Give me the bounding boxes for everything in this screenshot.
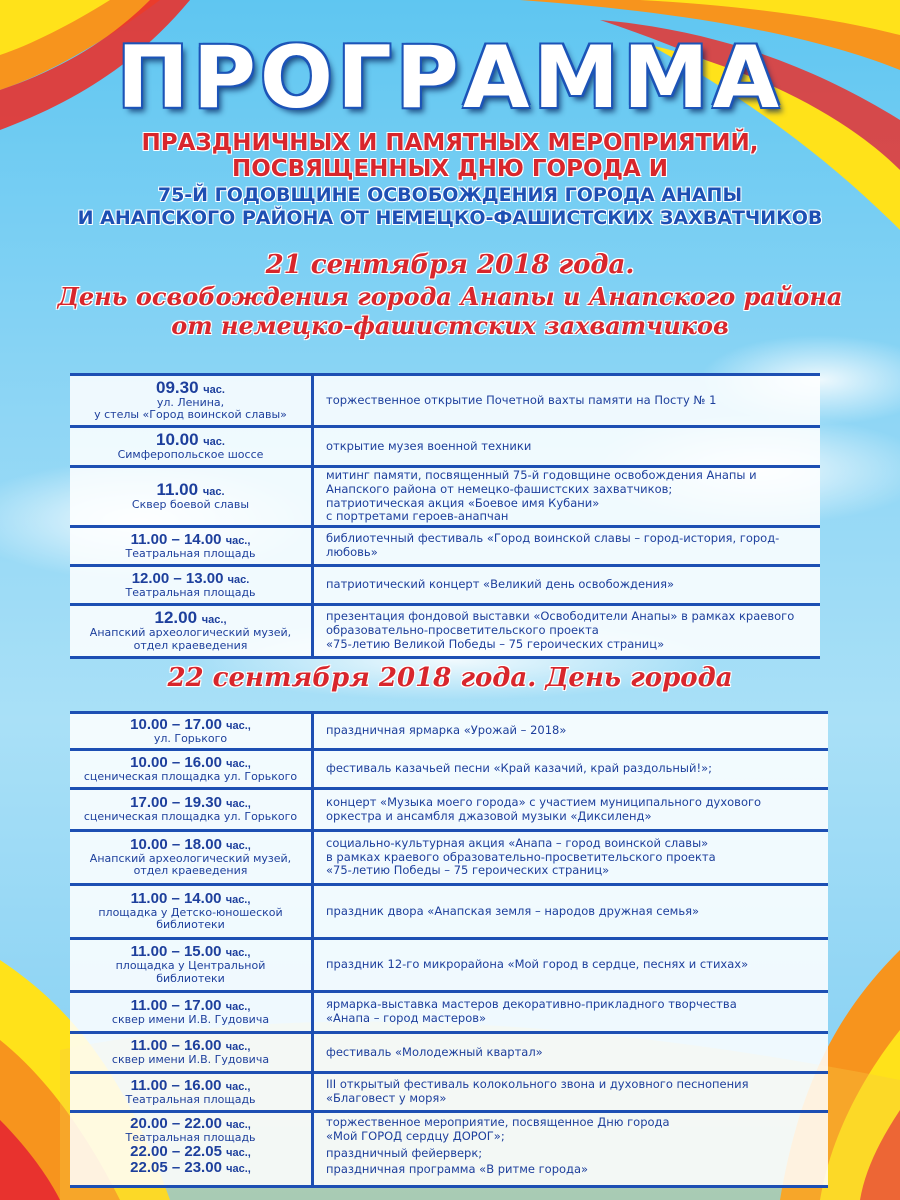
- event-time: 20.00 – 22.00: [130, 1115, 222, 1132]
- event-place: Анапский археологический музей, отдел краеведения: [89, 626, 292, 652]
- time-cell: [70, 832, 314, 883]
- event-time: 10.00 – 16.00: [130, 753, 222, 771]
- event-description: III открытый фестиваль колокольного звона и духовного песнопения «Благовест у моря»: [326, 1077, 749, 1105]
- event-description: митинг памяти, посвященный 75-й годовщине освобождения Анапы и Анапского района от немецко-фашистских захватчиков; патриотическая акция «Боевое имя Кубани» с портретами героев-анапчан: [326, 467, 757, 524]
- event-description-group: [314, 1113, 828, 1185]
- table-row-final: [70, 1113, 828, 1188]
- time-unit: час.,: [225, 1041, 251, 1054]
- event-description: презентация фондовой выставки «Освободители Анапы» в рамках краевого образовательно-просветительского проекта «75-летию Великой Победы – 75 героических страниц»: [326, 609, 795, 651]
- time-cell: [70, 567, 314, 603]
- table-row: [70, 1074, 828, 1113]
- event-place: Сквер боевой славы: [131, 498, 250, 512]
- time-unit: час.,: [226, 839, 251, 852]
- event-place: сквер имени И.В. Гудовича: [111, 1012, 270, 1026]
- day2-heading: 22 сентября 2018 года. День города: [167, 663, 733, 693]
- event-place: Театральная площадь: [125, 585, 256, 599]
- event-time: 22.00 – 22.05: [130, 1143, 222, 1161]
- time-cell: [70, 714, 314, 748]
- event-description: праздник двора «Анапская земля – народов дружная семья»: [326, 903, 700, 918]
- time-cell: [70, 1074, 314, 1110]
- event-place: Симферопольское шоссе: [117, 448, 264, 462]
- event-description: библиотечный фестиваль «Город воинской славы – город-история, город-любовь»: [326, 531, 780, 559]
- time-unit: час.,: [226, 798, 251, 811]
- time-unit: час.,: [225, 1080, 251, 1093]
- event-time: 11.00 – 16.00: [130, 1076, 222, 1094]
- subtitle-line-1: ПРАЗДНИЧНЫХ И ПАМЯТНЫХ МЕРОПРИЯТИЙ,: [141, 130, 759, 156]
- time-cell: [70, 376, 314, 425]
- time-unit: час.: [227, 573, 250, 586]
- event-place: сквер имени И.В. Гудовича: [111, 1053, 270, 1067]
- time-unit: час.,: [225, 1000, 251, 1013]
- event-description: торжественное открытие Почетной вахты памяти на Посту № 1: [326, 392, 717, 407]
- event-place: ул. Горького: [153, 731, 228, 745]
- event-description: праздник 12-го микрорайона «Мой город в сердце, песнях и стихах»: [326, 957, 749, 972]
- event-description: праздничная ярмарка «Урожай – 2018»: [326, 723, 567, 738]
- event-description: социально-культурная акция «Анапа – город воинской славы» в рамках краевого образовательно-просветительского проекта «75-летию Победы – 75 героических страниц»: [326, 835, 716, 878]
- table-row: [70, 940, 828, 993]
- time-cell: [70, 1113, 314, 1185]
- event-place: Театральная площадь: [125, 546, 256, 560]
- event-place: площадка у Центральной библиотеки: [115, 959, 266, 985]
- event-description: ярмарка-выставка мастеров декоративно-прикладного творчества «Анапа – город мастеров»: [326, 997, 737, 1025]
- day1-date: 21 сентября 2018 года.: [265, 250, 635, 280]
- table-row: [70, 993, 828, 1034]
- subtitle-line-2: ПОСВЯЩЕННЫХ ДНЮ ГОРОДА И: [231, 156, 669, 182]
- subtitle-line-3: 75-Й ГОДОВЩИНЕ ОСВОБОЖДЕНИЯ ГОРОДА АНАПЫ: [157, 184, 743, 206]
- event-place: площадка у Детско-юношеской библиотеки: [98, 905, 283, 932]
- event-time: 10.00 – 18.00: [130, 835, 222, 853]
- event-time: 12.00 – 13.00: [131, 569, 224, 587]
- time-unit: час.,: [226, 719, 251, 732]
- table-row: [70, 567, 820, 606]
- time-cell: [70, 528, 314, 564]
- table-row: [70, 751, 828, 790]
- event-description: праздничный фейерверк;: [326, 1145, 483, 1160]
- time-cell: [70, 428, 314, 465]
- time-unit: час.,: [225, 534, 251, 547]
- time-cell: [70, 1034, 314, 1071]
- time-unit: час.,: [201, 614, 227, 627]
- event-description: фестиваль казачьей песни «Край казачий, край раздольный!»;: [326, 761, 712, 776]
- event-time: 11.00 – 14.00: [130, 530, 222, 548]
- event-time: 17.00 – 19.30: [130, 794, 222, 812]
- event-time: 11.00 – 15.00: [130, 943, 222, 961]
- event-time: 11.00 – 17.00: [130, 996, 222, 1014]
- event-description: концерт «Музыка моего города» с участием муниципального духового оркестра и ансамбля джазовой музыки «Диксиленд»: [326, 794, 762, 823]
- time-unit: час.: [203, 436, 225, 449]
- time-cell: [70, 993, 314, 1031]
- table-row: [70, 886, 828, 940]
- event-time: 22.05 – 23.00: [130, 1159, 222, 1177]
- event-description: фестиваль «Молодежный квартал»: [326, 1044, 543, 1059]
- time-unit: час.,: [225, 947, 251, 960]
- event-place: Театральная площадь: [125, 1130, 256, 1144]
- event-time: 12.00: [154, 608, 198, 628]
- table-row: [70, 428, 820, 468]
- event-description: патриотический концерт «Великий день освобождения»: [326, 577, 675, 592]
- subtitle-line-4: И АНАПСКОГО РАЙОНА ОТ НЕМЕЦКО-ФАШИСТСКИХ ЗАХВАТЧИКОВ: [77, 207, 823, 229]
- time-cell: [70, 751, 314, 787]
- event-place: Театральная площадь: [125, 1092, 256, 1106]
- time-cell: [70, 940, 314, 990]
- day1-heading-2: от немецко-фашистских захватчиков: [171, 311, 729, 340]
- time-cell: [70, 468, 314, 525]
- table-row: [70, 468, 820, 528]
- event-description: торжественное мероприятие, посвященное Дню города «Мой ГОРОД сердцу ДОРОГ»;: [326, 1115, 670, 1143]
- day2-schedule-table: [70, 711, 828, 1188]
- time-unit: час.,: [226, 1119, 251, 1131]
- event-time: 10.00 – 17.00: [130, 715, 222, 733]
- table-row: [70, 528, 820, 567]
- event-time: 11.00 – 14.00: [130, 889, 222, 907]
- event-place: ул. Ленина, у стелы «Город воинской славы»: [94, 395, 287, 422]
- time-unit: час.,: [226, 757, 251, 770]
- table-row: [70, 832, 828, 886]
- event-time: 11.00 – 16.00: [130, 1037, 222, 1055]
- table-row: [70, 373, 820, 428]
- time-unit: час.: [203, 383, 225, 396]
- time-cell: [70, 606, 314, 656]
- event-place: сценическая площадка ул. Горького: [83, 769, 298, 783]
- time-cell: [70, 886, 314, 937]
- time-unit: час.,: [226, 1163, 251, 1176]
- table-row: [70, 711, 828, 751]
- event-time: 10.00: [156, 430, 199, 450]
- table-row: [70, 790, 828, 832]
- time-cell: [70, 790, 314, 829]
- time-unit: час.: [202, 486, 225, 499]
- day1-schedule-table: [70, 373, 820, 659]
- table-row: [70, 1034, 828, 1074]
- table-row: [70, 606, 820, 659]
- event-description: праздничная программа «В ритме города»: [326, 1162, 589, 1177]
- time-unit: час.,: [226, 1147, 251, 1160]
- event-place: сценическая площадка ул. Горького: [83, 810, 298, 824]
- event-description: открытие музея военной техники: [326, 438, 532, 453]
- page-title: ПРОГРАММА: [116, 28, 784, 128]
- time-unit: час.,: [225, 893, 251, 906]
- event-time: 11.00: [156, 480, 199, 500]
- day1-heading: День освобождения города Анапы и Анапского района: [57, 282, 843, 311]
- event-place: Анапский археологический музей, отдел краеведения: [89, 851, 292, 878]
- event-time: 09.30: [156, 377, 199, 397]
